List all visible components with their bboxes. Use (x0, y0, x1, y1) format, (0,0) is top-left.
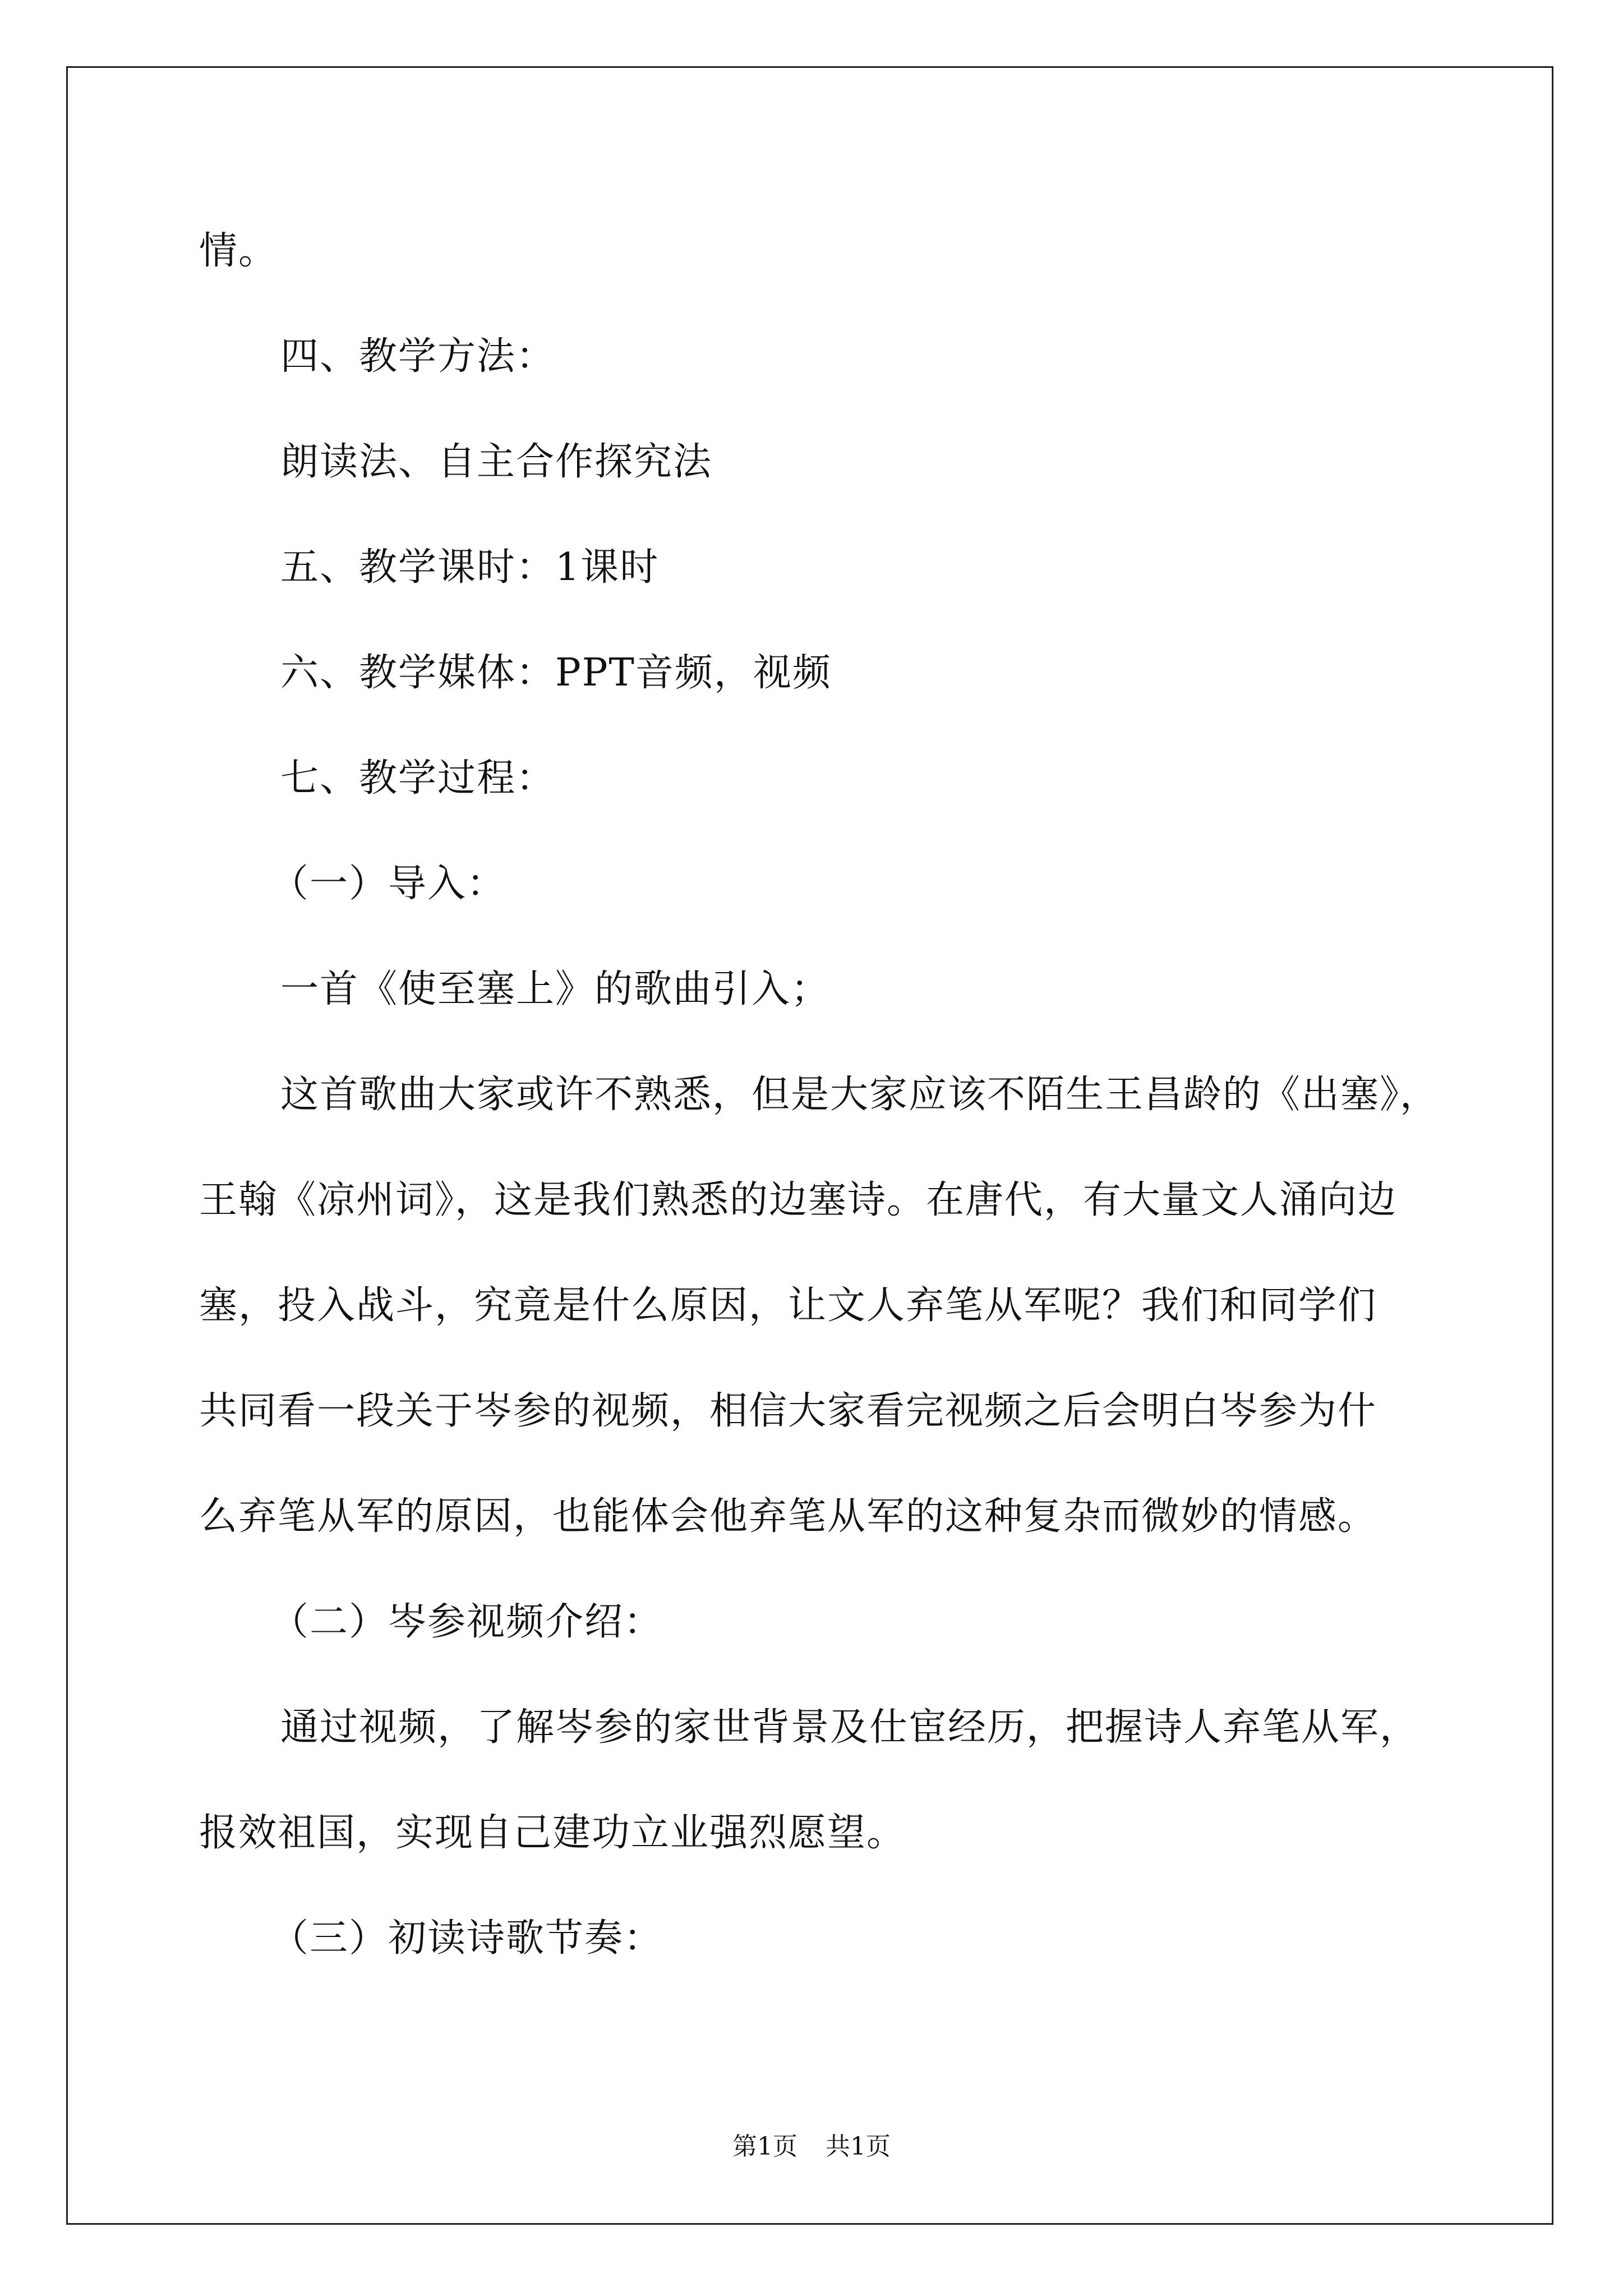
page-number: 第1页 (732, 2132, 797, 2161)
subsection-heading: （三）初读诗歌节奏： (270, 1916, 663, 1961)
text-line: 朗读法、自主合作探究法 (280, 440, 713, 484)
text-line: 报效祖国，实现自己建功立业强烈愿望。 (199, 1811, 906, 1855)
subsection-heading: （二）岑参视频介绍： (270, 1600, 663, 1644)
subsection-heading: （一）导入： (270, 862, 506, 906)
text-line: 王翰《凉州词》，这是我们熟悉的边塞诗。在唐代，有大量文人涌向边 (199, 1178, 1398, 1222)
page-total: 共1页 (826, 2132, 891, 2161)
text-line: 共同看一段关于岑参的视频，相信大家看完视频之后会明白岑参为什 (199, 1389, 1377, 1433)
section-heading: 四、教学方法： (280, 334, 556, 379)
text-line: 通过视频，了解岑参的家世背景及仕宦经历，把握诗人弃笔从军， (280, 1705, 1419, 1750)
section-heading: 五、教学课时：1课时 (280, 545, 660, 590)
text-line: 情。 (199, 229, 278, 273)
text-line: 么弃笔从军的原因，也能体会他弃笔从军的这种复杂而微妙的情感。 (199, 1494, 1377, 1539)
text-line: 这首歌曲大家或许不熟悉，但是大家应该不陌生王昌龄的《出塞》， (280, 1073, 1440, 1117)
page-footer (0, 2134, 1623, 2159)
text-line: 塞，投入战斗，究竟是什么原因，让文人弃笔从军呢？我们和同学们 (199, 1283, 1377, 1328)
section-heading: 七、教学过程： (280, 756, 556, 800)
section-heading: 六、教学媒体：PPT音频，视频 (280, 651, 832, 695)
text-line: 一首《使至塞上》的歌曲引入； (280, 967, 831, 1011)
page-border (66, 66, 1553, 2225)
